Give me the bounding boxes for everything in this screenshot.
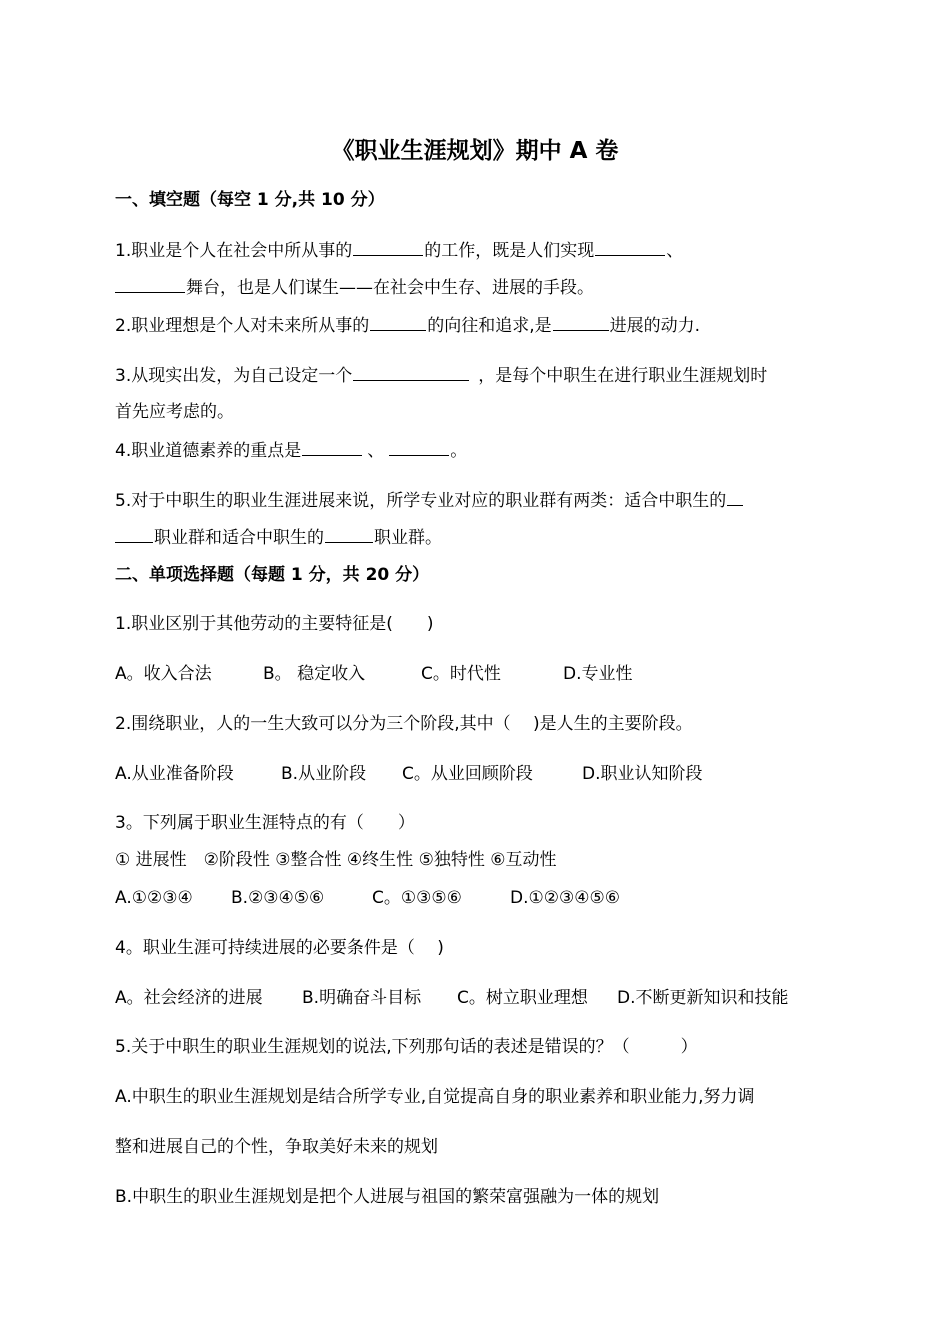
question-2-1-stem: 1.职业区别于其他劳动的主要特征是( ) [115,614,434,634]
option-b: B.②③④⑤⑥ [231,888,325,908]
answer-blank [595,237,665,256]
section-heading-single-choice: 二、单项选择题（每题 1 分，共 20 分） [115,565,430,585]
section-heading-fill-in: 一、填空题（每空 1 分,共 10 分） [115,190,385,210]
question-text: 的向往和追求,是 [427,316,552,336]
question-text: 职业群。 [374,528,442,548]
answer-blank [370,312,426,331]
question-2-5-option-a-line-1: A.中职生的职业生涯规划是结合所学专业,自觉提高自身的职业素养和职业能力,努力调 [115,1087,755,1107]
question-2-5-option-a-line-2: 整和进展自己的个性，争取美好未来的规划 [115,1137,438,1157]
question-text: 。 [450,441,468,461]
answer-blank [302,437,362,456]
question-text: 5.对于中职生的职业生涯进展来说，所学专业对应的职业群有两类：适合中职生的 [115,491,727,511]
question-1-3-line-1 [115,362,840,389]
question-text: 、 [367,441,385,461]
answer-blank [115,524,153,543]
question-text: 3.从现实出发，为自己设定一个 [115,366,353,386]
answer-blank [727,487,743,506]
option-a: A。收入合法 [115,664,212,684]
question-text: 1.职业是个人在社会中所从事的 [115,241,353,261]
question-1-4 [115,437,840,464]
question-2-4-options [115,985,840,1011]
option-b: B。 稳定收入 [263,664,366,684]
option-a: A。社会经济的进展 [115,988,263,1008]
question-1-5-line-1 [115,487,840,514]
question-2-5-option-b: B.中职生的职业生涯规划是把个人进展与祖国的繁荣富强融为一体的规划 [115,1187,660,1207]
option-b: B.从业阶段 [281,764,367,784]
question-text: 舞台，也是人们谋生——在社会中生存、进展的手段。 [186,278,594,298]
option-b: B.明确奋斗目标 [302,988,422,1008]
question-text: 职业群和适合中职生的 [154,528,324,548]
question-1-3-line-2: 首先应考虑的。 [115,402,234,422]
answer-blank [115,274,185,293]
option-c: C。树立职业理想 [457,988,588,1008]
option-c: C。①③⑤⑥ [372,888,462,908]
option-a: A.从业准备阶段 [115,764,234,784]
question-2-1-options [115,661,840,687]
option-a: A.①②③④ [115,888,193,908]
option-d: D.①②③④⑤⑥ [510,888,620,908]
answer-blank [353,237,423,256]
option-c: C。从业回顾阶段 [402,764,533,784]
answer-blank [325,524,373,543]
question-2-2-options [115,761,840,787]
option-c: C。时代性 [421,664,501,684]
question-2-3-stem: 3。下列属于职业生涯特点的有（ ） [115,813,415,833]
question-2-3-options [115,885,840,911]
question-1-1-line-2 [115,274,840,301]
question-2-3-items: ① 进展性 ②阶段性 ③整合性 ④终生性 ⑤独特性 ⑥互动性 [115,850,557,870]
question-text: 进展的动力. [609,316,701,336]
page-title: 《职业生涯规划》期中 A 卷 [331,138,619,164]
question-2-5-stem: 5.关于中职生的职业生涯规划的说法,下列那句话的表述是错误的？（ ） [115,1037,698,1057]
answer-blank [353,362,469,381]
option-d: D.职业认知阶段 [582,764,703,784]
answer-blank [553,312,609,331]
answer-blank [389,437,449,456]
question-text: 的工作，既是人们实现 [424,241,595,261]
option-d: D.不断更新知识和技能 [617,988,789,1008]
question-text: ，是每个中职生在进行职业生涯规划时 [478,366,768,386]
question-1-1-line-1 [115,237,840,264]
question-2-4-stem: 4。职业生涯可持续进展的必要条件是（ ) [115,938,444,958]
question-text: 2.职业理想是个人对未来所从事的 [115,316,370,336]
question-2-2-stem: 2.围绕职业，人的一生大致可以分为三个阶段,其中（ )是人生的主要阶段。 [115,714,693,734]
question-text: 、 [666,241,684,261]
question-1-5-line-2 [115,524,840,551]
option-d: D.专业性 [563,664,633,684]
question-text: 4.职业道德素养的重点是 [115,441,302,461]
question-1-2 [115,312,840,339]
